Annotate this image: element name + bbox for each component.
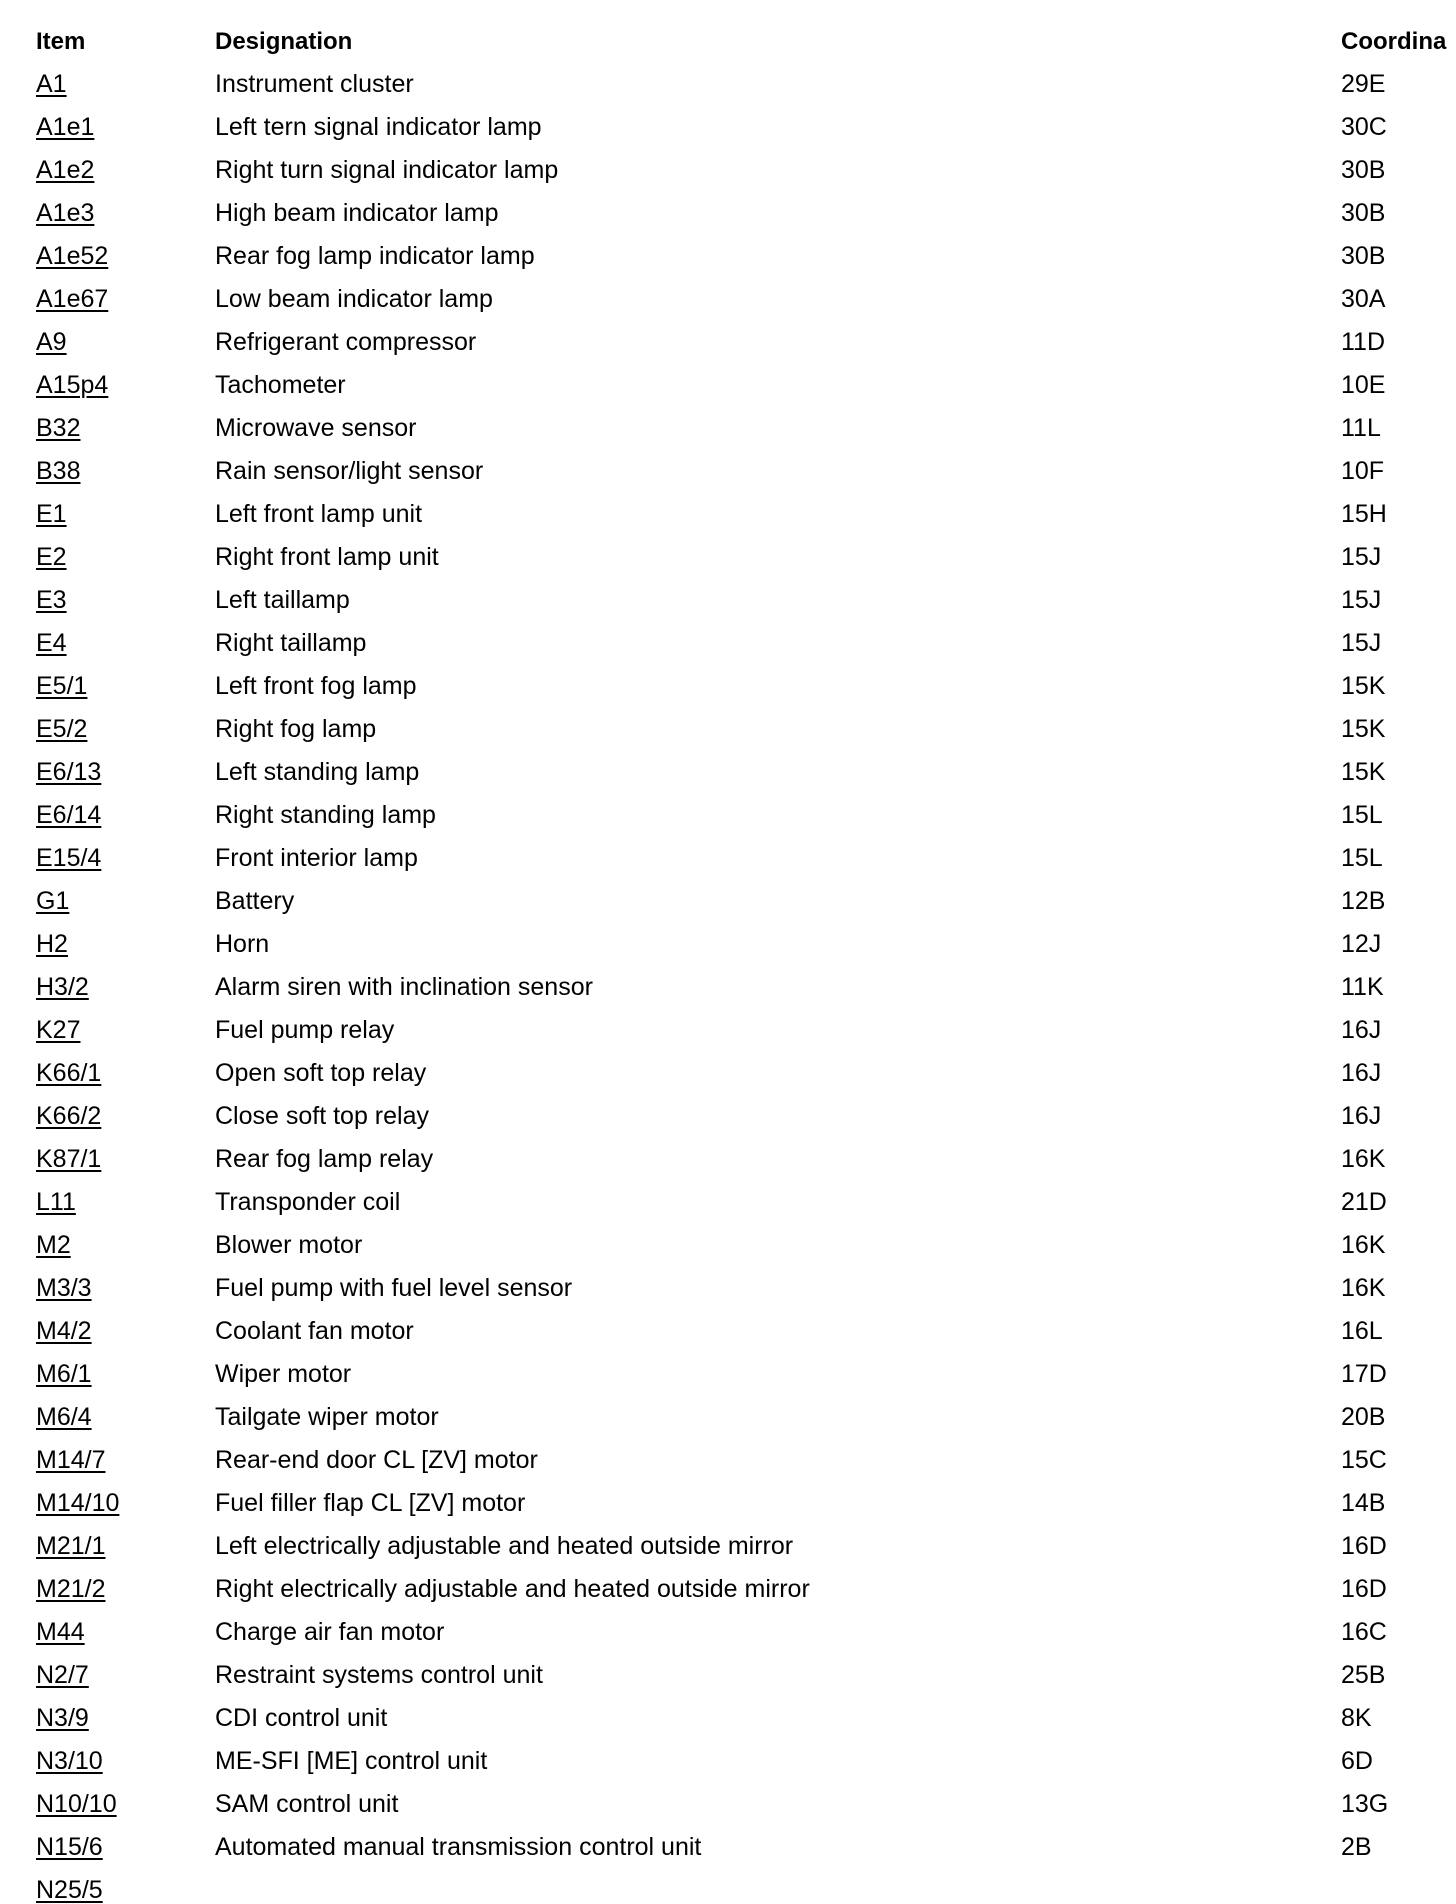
table-row (0, 579, 1456, 622)
designation-cell: Microwave sensor (215, 414, 417, 442)
item-link[interactable]: H3/2 (36, 973, 89, 1001)
item-link[interactable]: A1e1 (36, 113, 95, 141)
table-row (0, 966, 1456, 1009)
coordinate-cell: 10E (1341, 371, 1386, 399)
item-link[interactable]: E6/13 (36, 758, 102, 786)
coordinate-cell: 16C (1341, 1618, 1387, 1646)
coordinate-cell: 16D (1341, 1532, 1387, 1560)
item-link[interactable]: N10/10 (36, 1790, 117, 1818)
table-row (0, 1095, 1456, 1138)
item-link[interactable]: E5/2 (36, 715, 88, 743)
item-link[interactable]: M44 (36, 1618, 85, 1646)
designation-cell: Fuel filler flap CL [ZV] motor (215, 1489, 526, 1517)
header-coordinate: Coordina (1341, 28, 1447, 55)
table-row (0, 321, 1456, 364)
coordinate-cell: 16J (1341, 1016, 1382, 1044)
table-row (0, 1138, 1456, 1181)
item-link[interactable]: E4 (36, 629, 67, 657)
designation-cell: Tachometer (215, 371, 346, 399)
coordinate-cell: 15K (1341, 715, 1386, 743)
item-link[interactable]: A1e67 (36, 285, 109, 313)
coordinate-cell: 15C (1341, 1446, 1387, 1474)
item-link[interactable]: N3/10 (36, 1747, 103, 1775)
coordinate-cell: 21D (1341, 1188, 1387, 1216)
coordinate-cell: 20B (1341, 1403, 1386, 1431)
table-row (0, 1310, 1456, 1353)
table-row (0, 364, 1456, 407)
table-row (0, 493, 1456, 536)
table-row (0, 1740, 1456, 1783)
coordinate-cell: 30B (1341, 156, 1386, 184)
coordinate-cell: 12J (1341, 930, 1382, 958)
table-row (0, 407, 1456, 450)
table-row (0, 1224, 1456, 1267)
coordinate-cell: 11D (1341, 328, 1386, 356)
item-link[interactable]: L11 (36, 1188, 76, 1216)
designation-cell: Right turn signal indicator lamp (215, 156, 559, 184)
coordinate-cell: 11L (1341, 414, 1381, 442)
coordinate-cell: 16L (1341, 1317, 1383, 1345)
coordinate-cell: 2B (1341, 1833, 1372, 1861)
table-row (0, 837, 1456, 880)
table-row (0, 794, 1456, 837)
designation-cell: Left front fog lamp (215, 672, 417, 700)
table-row (0, 1826, 1456, 1869)
coordinate-cell: 30B (1341, 242, 1386, 270)
table-row (0, 1181, 1456, 1224)
designation-cell: Left taillamp (215, 586, 350, 614)
table-row (0, 536, 1456, 579)
table-row (0, 1697, 1456, 1740)
table-row (0, 665, 1456, 708)
designation-cell: Tailgate wiper motor (215, 1403, 439, 1431)
table-row (0, 622, 1456, 665)
table-row (0, 1783, 1456, 1826)
item-link[interactable]: N25/5 (36, 1876, 103, 1904)
table-row (0, 63, 1456, 106)
designation-cell: Close soft top relay (215, 1102, 429, 1130)
item-link[interactable]: K66/2 (36, 1102, 102, 1130)
coordinate-cell: 16J (1341, 1059, 1382, 1087)
designation-cell: Alarm siren with inclination sensor (215, 973, 593, 1001)
item-link[interactable]: A1 (36, 70, 67, 98)
table-row (0, 1654, 1456, 1697)
item-link[interactable]: M21/2 (36, 1575, 106, 1603)
item-link[interactable]: A15p4 (36, 371, 109, 399)
designation-cell: Right electrically adjustable and heated outside mirror (215, 1575, 810, 1603)
designation-cell: Automated manual transmission control unit (215, 1833, 702, 1861)
item-link[interactable]: G1 (36, 887, 70, 915)
table-row (0, 751, 1456, 794)
item-link[interactable]: M21/1 (36, 1532, 106, 1560)
designation-cell: Low beam indicator lamp (215, 285, 493, 313)
item-link[interactable]: E6/14 (36, 801, 102, 829)
designation-cell: Transponder coil (215, 1188, 401, 1216)
table-row (0, 1052, 1456, 1095)
designation-cell: Front interior lamp (215, 844, 418, 872)
designation-cell: Battery (215, 887, 295, 915)
item-link[interactable]: A1e52 (36, 242, 109, 270)
item-link[interactable]: M14/7 (36, 1446, 106, 1474)
table-row (0, 1267, 1456, 1310)
coordinate-cell: 16K (1341, 1274, 1386, 1302)
designation-cell: Right fog lamp (215, 715, 377, 743)
coordinate-cell: 10F (1341, 457, 1385, 485)
designation-cell: Right standing lamp (215, 801, 436, 829)
table-row (0, 1482, 1456, 1525)
table-row (0, 192, 1456, 235)
item-link[interactable]: A1e2 (36, 156, 95, 184)
designation-cell: Horn (215, 930, 270, 958)
item-link[interactable]: E1 (36, 500, 67, 528)
item-link[interactable]: M14/10 (36, 1489, 120, 1517)
table-row (0, 1568, 1456, 1611)
table-row (0, 880, 1456, 923)
item-link[interactable]: A9 (36, 328, 67, 356)
item-link[interactable]: M4/2 (36, 1317, 92, 1345)
coordinate-cell: 15L (1341, 801, 1383, 829)
item-link[interactable]: A1e3 (36, 199, 95, 227)
item-link[interactable]: M2 (36, 1231, 71, 1259)
designation-cell: Fuel pump with fuel level sensor (215, 1274, 573, 1302)
table-row (0, 1439, 1456, 1482)
coordinate-cell: 16D (1341, 1575, 1387, 1603)
table-row (0, 278, 1456, 321)
header-item: Item (36, 28, 86, 55)
item-link[interactable]: N2/7 (36, 1661, 89, 1689)
coordinate-cell: 13G (1341, 1790, 1389, 1818)
designation-cell: Wiper motor (215, 1360, 352, 1388)
coordinate-cell: 15J (1341, 543, 1382, 571)
designation-cell: Blower motor (215, 1231, 363, 1259)
coordinate-cell: 15J (1341, 629, 1382, 657)
designation-cell: Left tern signal indicator lamp (215, 113, 542, 141)
designation-cell: Rear-end door CL [ZV] motor (215, 1446, 538, 1474)
designation-cell: Coolant fan motor (215, 1317, 414, 1345)
designation-cell: Instrument cluster (215, 70, 414, 98)
coordinate-cell: 16K (1341, 1145, 1386, 1173)
table-row (0, 1353, 1456, 1396)
coordinate-cell: 15L (1341, 844, 1383, 872)
item-link[interactable]: N15/6 (36, 1833, 103, 1861)
item-link[interactable]: K66/1 (36, 1059, 102, 1087)
coordinate-cell: 8K (1341, 1704, 1372, 1732)
coordinate-cell: 14B (1341, 1489, 1386, 1517)
designation-cell: Right taillamp (215, 629, 367, 657)
designation-cell: Restraint systems control unit (215, 1661, 543, 1689)
coordinate-cell: 15H (1341, 500, 1387, 528)
designation-cell: Open soft top relay (215, 1059, 427, 1087)
coordinate-cell: 12B (1341, 887, 1386, 915)
table-row (0, 235, 1456, 278)
designation-cell: CDI control unit (215, 1704, 388, 1732)
item-link[interactable]: H2 (36, 930, 68, 958)
table-row (0, 149, 1456, 192)
item-link[interactable]: N3/9 (36, 1704, 89, 1732)
designation-cell: Left front lamp unit (215, 500, 423, 528)
header-designation: Designation (215, 28, 353, 55)
item-link[interactable]: E2 (36, 543, 67, 571)
table-row (0, 1396, 1456, 1439)
table-row (0, 708, 1456, 751)
table-row (0, 923, 1456, 966)
item-link[interactable]: K87/1 (36, 1145, 102, 1173)
table-row (0, 450, 1456, 493)
item-link[interactable]: E15/4 (36, 844, 102, 872)
coordinate-cell: 6D (1341, 1747, 1373, 1775)
table-row (0, 1611, 1456, 1654)
designation-cell: SAM control unit (215, 1790, 399, 1818)
table-row (0, 1009, 1456, 1052)
table-row (0, 1869, 1456, 1904)
coordinate-cell: 15K (1341, 672, 1386, 700)
item-link[interactable]: B38 (36, 457, 81, 485)
table-row (0, 106, 1456, 149)
designation-cell: Fuel pump relay (215, 1016, 395, 1044)
item-link[interactable]: K27 (36, 1016, 81, 1044)
coordinate-cell: 16K (1341, 1231, 1386, 1259)
item-link[interactable]: E5/1 (36, 672, 88, 700)
coordinate-cell: 30C (1341, 113, 1387, 141)
item-link[interactable]: M6/4 (36, 1403, 92, 1431)
designation-cell: ME-SFI [ME] control unit (215, 1747, 488, 1775)
designation-cell: Charge air fan motor (215, 1618, 445, 1646)
coordinate-cell: 15K (1341, 758, 1386, 786)
item-link[interactable]: M3/3 (36, 1274, 92, 1302)
designation-cell: High beam indicator lamp (215, 199, 499, 227)
designation-cell: Rear fog lamp relay (215, 1145, 434, 1173)
designation-cell: Right front lamp unit (215, 543, 439, 571)
table-row (0, 1525, 1456, 1568)
coordinate-cell: 16J (1341, 1102, 1382, 1130)
designation-cell: Rear fog lamp indicator lamp (215, 242, 535, 270)
coordinate-cell: 15J (1341, 586, 1382, 614)
coordinate-cell: 11K (1341, 973, 1384, 1001)
designation-cell: Left standing lamp (215, 758, 420, 786)
coordinate-cell: 30B (1341, 199, 1386, 227)
table-header (0, 20, 1456, 63)
coordinate-cell: 17D (1341, 1360, 1387, 1388)
designation-cell: Rain sensor/light sensor (215, 457, 484, 485)
item-link[interactable]: B32 (36, 414, 81, 442)
coordinate-cell: 25B (1341, 1661, 1386, 1689)
coordinate-cell: 30A (1341, 285, 1386, 313)
designation-cell: Refrigerant compressor (215, 328, 477, 356)
designation-cell: Left electrically adjustable and heated outside mirror (215, 1532, 794, 1560)
item-link[interactable]: M6/1 (36, 1360, 92, 1388)
coordinate-cell: 29E (1341, 70, 1386, 98)
item-link[interactable]: E3 (36, 586, 67, 614)
